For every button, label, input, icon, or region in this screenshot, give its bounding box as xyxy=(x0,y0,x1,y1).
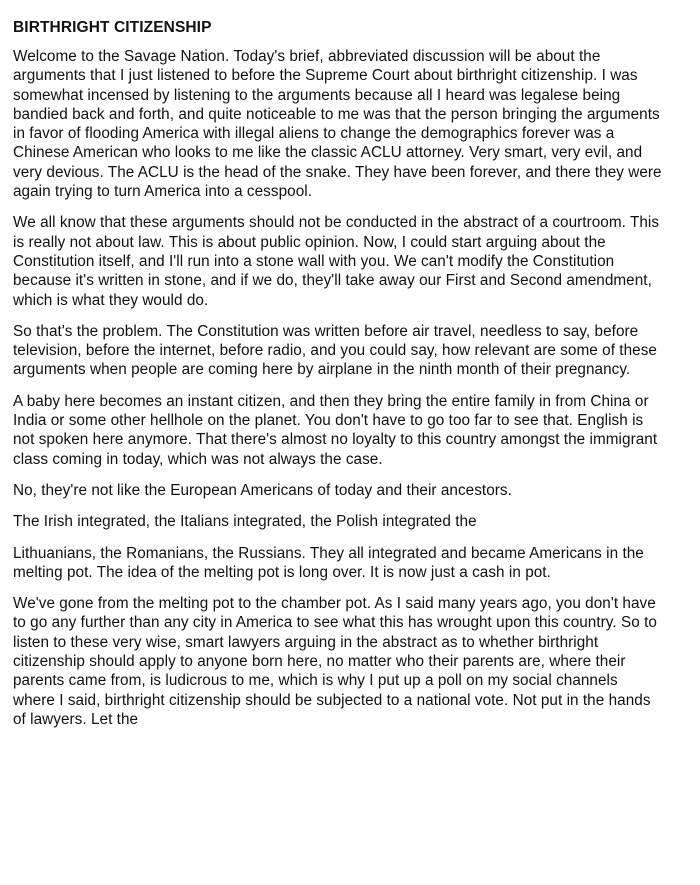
paragraph: We all know that these arguments should not be conducted in the abstract of a courtroom. This is really not about law. This is about public opinion. Now, I could start arguing about the Constitution itself, and I'll run into a stone wall with you. We can't modify the Constitution because it's written in stone, and if we do, they'll take away our First and Second amendment, which is what they would do. xyxy=(13,214,660,309)
paragraph: The Irish integrated, the Italians integrated, the Polish integrated the xyxy=(13,513,477,531)
document-title: BIRTHRIGHT CITIZENSHIP xyxy=(13,19,212,36)
paragraph: No, they're not like the European Americans of today and their ancestors. xyxy=(13,481,512,499)
paragraph: A baby here becomes an instant citizen, and then they bring the entire family in from China or India or some other hellhole on the planet. You don't have to go too far to see that. English is not spoken here anymore. That there's almost no loyalty to this country amongst the immigrant class coming in today, which was not always the case. xyxy=(13,392,658,468)
paragraph: So that's the problem. The Constitution was written before air travel, needless to say, before television, before the internet, before radio, and you could say, how relevant are some of these arguments when people are coming here by airplane in the ninth month of their pregnancy. xyxy=(13,322,657,379)
paragraph: We've gone from the melting pot to the chamber pot. As I said many years ago, you don't have to go any further than any city in America to see what this has wrought upon this country. So to listen to these very wise, smart lawyers arguing in the abstract as to whether birthright citizenship should apply to anyone born here, no matter who their parents are, where their parents came from, is ludicrous to me, which is why I put up a poll on my social channels where I said, birthright citizenship should be subjected to a national vote. Not put in the hands of lawyers. Let the xyxy=(13,595,657,728)
paragraph: Lithuanians, the Romanians, the Russians. They all integrated and became Americans in the melting pot. The idea of the melting pot is long over. It is now just a cash in pot. xyxy=(13,544,644,581)
paragraph: Welcome to the Savage Nation. Today's brief, abbreviated discussion will be about the arguments that I just listened to before the Supreme Court about birthright citizenship. I was somewhat incensed by listening to the arguments because all I heard was legalese being bandied back and forth, and quite noticeable to me was that the person bringing the arguments in favor of flooding America with illegal aliens to change the demographics forever was a Chinese American who looks to me like the classic ACLU attorney. Very smart, very evil, and very devious. The ACLU is the head of the snake. They have been forever, and there they were again trying to turn America into a cesspool. xyxy=(13,48,662,201)
